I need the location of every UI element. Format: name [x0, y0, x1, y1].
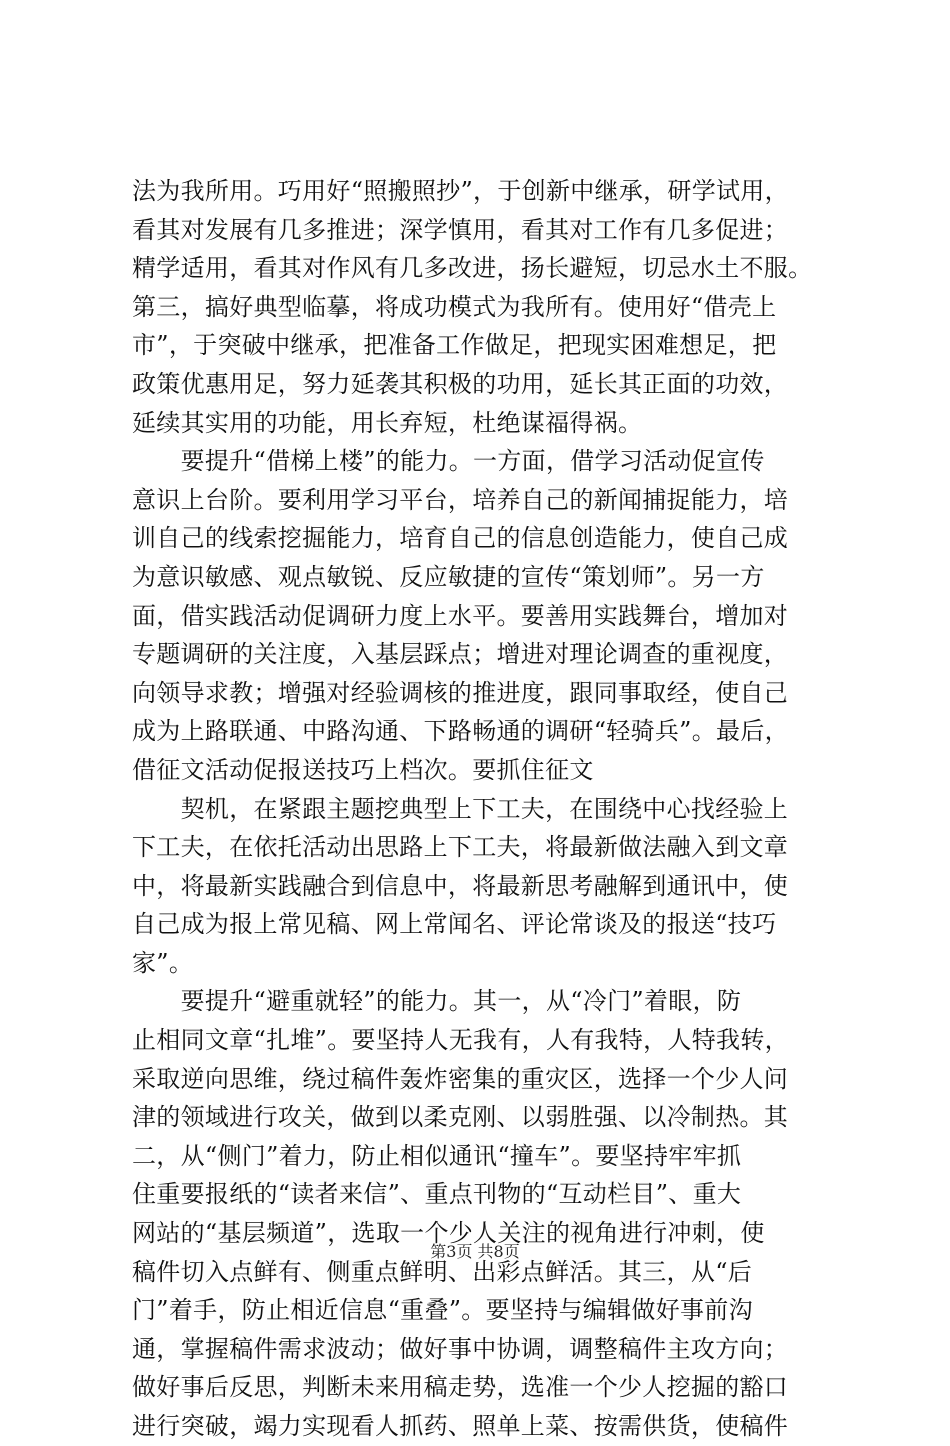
text-line: 二，从“侧门”着力，防止相似通讯“撞车”。要坚持牢牢抓 [132, 1141, 742, 1170]
text-line: 看其对发展有几多推进；深学慎用，看其对工作有几多促进； [132, 215, 789, 244]
text-line: 成为上路联通、中路沟通、下路畅通的调研“轻骑兵”。最后， [132, 717, 789, 746]
text-line: 向领导求教；增强对经验调核的推进度，跟同事取经，使自己 [132, 678, 789, 707]
text-line: 专题调研的关注度，入基层踩点；增进对理论调查的重视度， [132, 640, 789, 669]
text-line: 下工夫，在依托活动出思路上下工夫，将最新做法融入到文章 [132, 833, 789, 862]
text-line: 训自己的线索挖掘能力，培育自己的信息创造能力，使自己成 [132, 524, 789, 553]
text-line: 延续其实用的功能，用长弃短，杜绝谋福得祸。 [132, 408, 643, 437]
text-line: 市”，于突破中继承，把准备工作做足，把现实困难想足，把 [132, 331, 777, 360]
text-line: 做好事后反思，判断未来用稿走势，选准一个少人挖掘的豁口 [132, 1373, 789, 1402]
text-line: 进行突破，竭力实现看人抓药、照单上菜、按需供货，使稿件 [132, 1412, 789, 1440]
text-line: 要提升“借梯上楼”的能力。一方面，借学习活动促宣传 [132, 447, 765, 476]
text-line: 借征文活动促报送技巧上档次。要抓住征文 [132, 755, 594, 784]
page-footer: 第3页 共8页 [430, 1242, 520, 1261]
text-line: 止相同文章“扎堆”。要坚持人无我有，人有我特，人特我转， [132, 1026, 789, 1055]
text-line: 精学适用，看其对作风有几多改进，扬长避短，切忌水土不服。 [132, 254, 813, 283]
text-line: 面，借实践活动促调研力度上水平。要善用实践舞台，增加对 [132, 601, 789, 630]
text-line: 自己成为报上常见稿、网上常闻名、评论常谈及的报送“技巧 [132, 910, 777, 939]
text-line: 契机，在紧跟主题挖典型上下工夫，在围绕中心找经验上 [132, 794, 789, 823]
text-line: 政策优惠用足，努力延袭其积极的功用，延长其正面的功效， [132, 369, 789, 398]
text-line: 第三，搞好典型临摹，将成功模式为我所有。使用好“借壳上 [132, 292, 777, 321]
text-line: 门”着手，防止相近信息“重叠”。要坚持与编辑做好事前沟 [132, 1296, 753, 1325]
text-line: 家”。 [132, 948, 194, 977]
text-line: 中，将最新实践融合到信息中，将最新思考融解到通讯中，使 [132, 871, 789, 900]
text-line: 稿件切入点鲜有、侧重点鲜明、出彩点鲜活。其三，从“后 [132, 1257, 753, 1286]
text-line: 津的领域进行攻关，做到以柔克刚、以弱胜强、以冷制热。其 [132, 1103, 789, 1132]
text-line: 意识上台阶。要利用学习平台，培养自己的新闻捕捉能力，培 [132, 485, 789, 514]
text-line: 为意识敏感、观点敏锐、反应敏捷的宣传“策划师”。另一方 [132, 562, 765, 591]
text-line: 法为我所用。巧用好“照搬照抄”，于创新中继承，研学试用， [132, 177, 789, 205]
text-line: 要提升“避重就轻”的能力。其一，从“冷门”着眼，防 [132, 987, 742, 1016]
text-line: 通，掌握稿件需求波动；做好事中协调，调整稿件主攻方向； [132, 1334, 789, 1363]
text-line: 网站的“基层频道”，选取一个少人关注的视角进行冲刺，使 [132, 1219, 765, 1248]
text-line: 采取逆向思维，绕过稿件轰炸密集的重灾区，选择一个少人问 [132, 1064, 789, 1093]
text-line: 住重要报纸的“读者来信”、重点刊物的“互动栏目”、重大 [132, 1180, 742, 1209]
